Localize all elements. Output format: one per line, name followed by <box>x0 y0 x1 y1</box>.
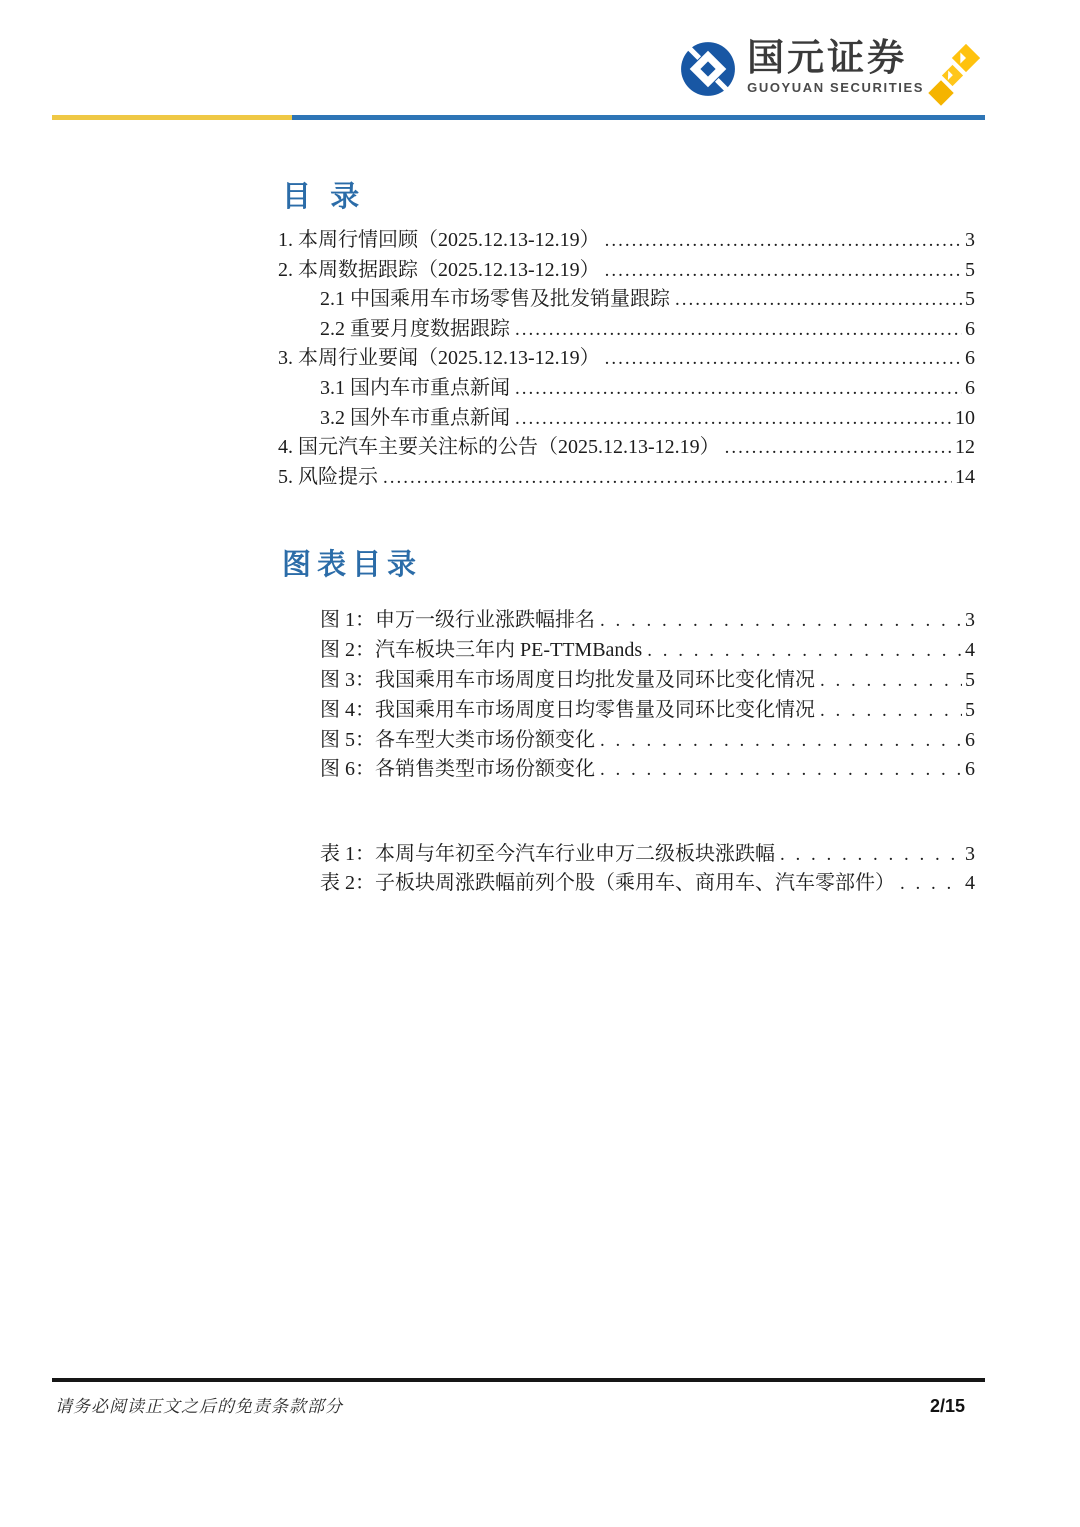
figure-entry-label: 图 1：申万一级行业涨跌幅排名 <box>320 609 595 632</box>
dot-leader <box>383 463 952 493</box>
toc-entry[interactable] <box>278 256 975 286</box>
figure-entry-page: 5 <box>965 698 975 721</box>
dot-leader <box>605 256 962 286</box>
table-list <box>278 840 975 898</box>
toc-entry[interactable] <box>278 285 975 315</box>
toc-entry-page: 5 <box>965 258 975 281</box>
dot-leader <box>780 840 962 869</box>
toc-entry-page: 14 <box>955 465 975 488</box>
dot-leader <box>605 344 962 374</box>
toc-entry-page: 3 <box>965 229 975 251</box>
toc-entry-label: 3.1 国内车市重点新闻 <box>320 376 510 399</box>
footer-disclaimer: 请务必阅读正文之后的免责条款部分 <box>55 1397 343 1416</box>
gold-diamond-cluster-icon <box>928 44 980 106</box>
guoyuan-logo <box>679 38 980 106</box>
dot-leader <box>600 606 962 636</box>
toc-entry[interactable] <box>278 463 975 493</box>
figure-entry[interactable] <box>320 636 975 666</box>
toc-entry[interactable] <box>278 315 975 345</box>
figure-entry[interactable] <box>320 696 975 726</box>
toc-entry-page: 6 <box>965 317 975 340</box>
footer-rule <box>52 1378 985 1382</box>
toc-entry[interactable] <box>278 404 975 434</box>
figure-entry-label: 图 5：各车型大类市场份额变化 <box>320 728 595 751</box>
toc-entry-label: 2. 本周数据跟踪（2025.12.13-12.19） <box>278 258 600 281</box>
dot-leader <box>605 226 962 256</box>
toc-entry-page: 6 <box>965 347 975 370</box>
page-footer <box>55 1392 965 1417</box>
figure-entry-page: 6 <box>965 728 975 751</box>
dot-leader <box>675 285 962 315</box>
dot-leader <box>600 755 962 785</box>
toc-entry[interactable] <box>278 374 975 404</box>
brand-name-en: GUOYUAN SECURITIES <box>747 80 924 95</box>
toc-entry[interactable] <box>278 226 975 256</box>
figure-entry-page: 3 <box>965 609 975 632</box>
table-entry-page: 3 <box>965 843 975 866</box>
toc-list <box>278 226 975 492</box>
toc-entry-label: 2.1 中国乘用车市场零售及批发销量跟踪 <box>320 288 670 311</box>
toc-entry-page: 10 <box>955 406 975 429</box>
toc-entry-label: 3.2 国外车市重点新闻 <box>320 406 510 429</box>
figure-entry-label: 图 2：汽车板块三年内 PE-TTMBands <box>320 639 643 662</box>
figure-entry[interactable] <box>320 666 975 696</box>
table-entry[interactable] <box>320 840 975 869</box>
header-rule-blue <box>292 115 985 120</box>
figure-entry-page: 4 <box>965 639 975 662</box>
table-entry-label: 表 1：本周与年初至今汽车行业申万二级板块涨跌幅 <box>320 843 775 866</box>
toc-entry-page: 6 <box>965 376 975 399</box>
dot-leader <box>600 726 962 756</box>
toc-entry-label: 4. 国元汽车主要关注标的公告（2025.12.13-12.19） <box>278 436 720 459</box>
toc-entry[interactable] <box>278 344 975 374</box>
brand-text <box>747 38 924 95</box>
dot-leader <box>515 404 952 434</box>
header-rule <box>52 115 985 120</box>
figure-entry-label: 图 4：我国乘用车市场周度日均零售量及同环比变化情况 <box>320 698 815 721</box>
toc-entry-label: 1. 本周行情回顾（2025.12.13-12.19） <box>278 229 600 251</box>
figure-entry-page: 6 <box>965 758 975 781</box>
brand-name-cn: 国元证券 <box>747 37 908 78</box>
toc-title: 目 录 <box>282 181 366 213</box>
dot-leader <box>725 433 952 463</box>
toc-entry-page: 5 <box>965 288 975 311</box>
toc-entry-label: 5. 风险提示 <box>278 465 378 488</box>
footer-page-indicator: 2/15 <box>929 1396 965 1416</box>
figure-entry-label: 图 3：我国乘用车市场周度日均批发量及同环比变化情况 <box>320 668 815 691</box>
figure-entry-page: 5 <box>965 668 975 691</box>
table-entry[interactable] <box>320 869 975 898</box>
figure-toc-title: 图表目录 <box>282 549 423 582</box>
table-entry-page: 4 <box>965 872 975 895</box>
toc-entry-page: 12 <box>955 436 975 459</box>
figure-entry[interactable] <box>320 606 975 636</box>
figure-list <box>278 606 975 785</box>
toc-entry-label: 2.2 重要月度数据跟踪 <box>320 317 510 340</box>
guoyuan-circle-mark-icon <box>679 40 737 98</box>
figure-entry[interactable] <box>320 726 975 756</box>
header-rule-yellow <box>52 115 292 120</box>
dot-leader <box>515 374 962 404</box>
dot-leader <box>515 315 962 345</box>
dot-leader <box>647 636 962 666</box>
toc-entry-label: 3. 本周行业要闻（2025.12.13-12.19） <box>278 347 600 370</box>
figure-entry-label: 图 6：各销售类型市场份额变化 <box>320 758 595 781</box>
table-entry-label: 表 2：子板块周涨跌幅前列个股（乘用车、商用车、汽车零部件） <box>320 872 895 895</box>
toc-entry[interactable] <box>278 433 975 463</box>
main-content <box>278 180 975 898</box>
dot-leader <box>820 666 962 696</box>
dot-leader <box>900 869 962 898</box>
dot-leader <box>820 696 962 726</box>
figure-entry[interactable] <box>320 755 975 785</box>
